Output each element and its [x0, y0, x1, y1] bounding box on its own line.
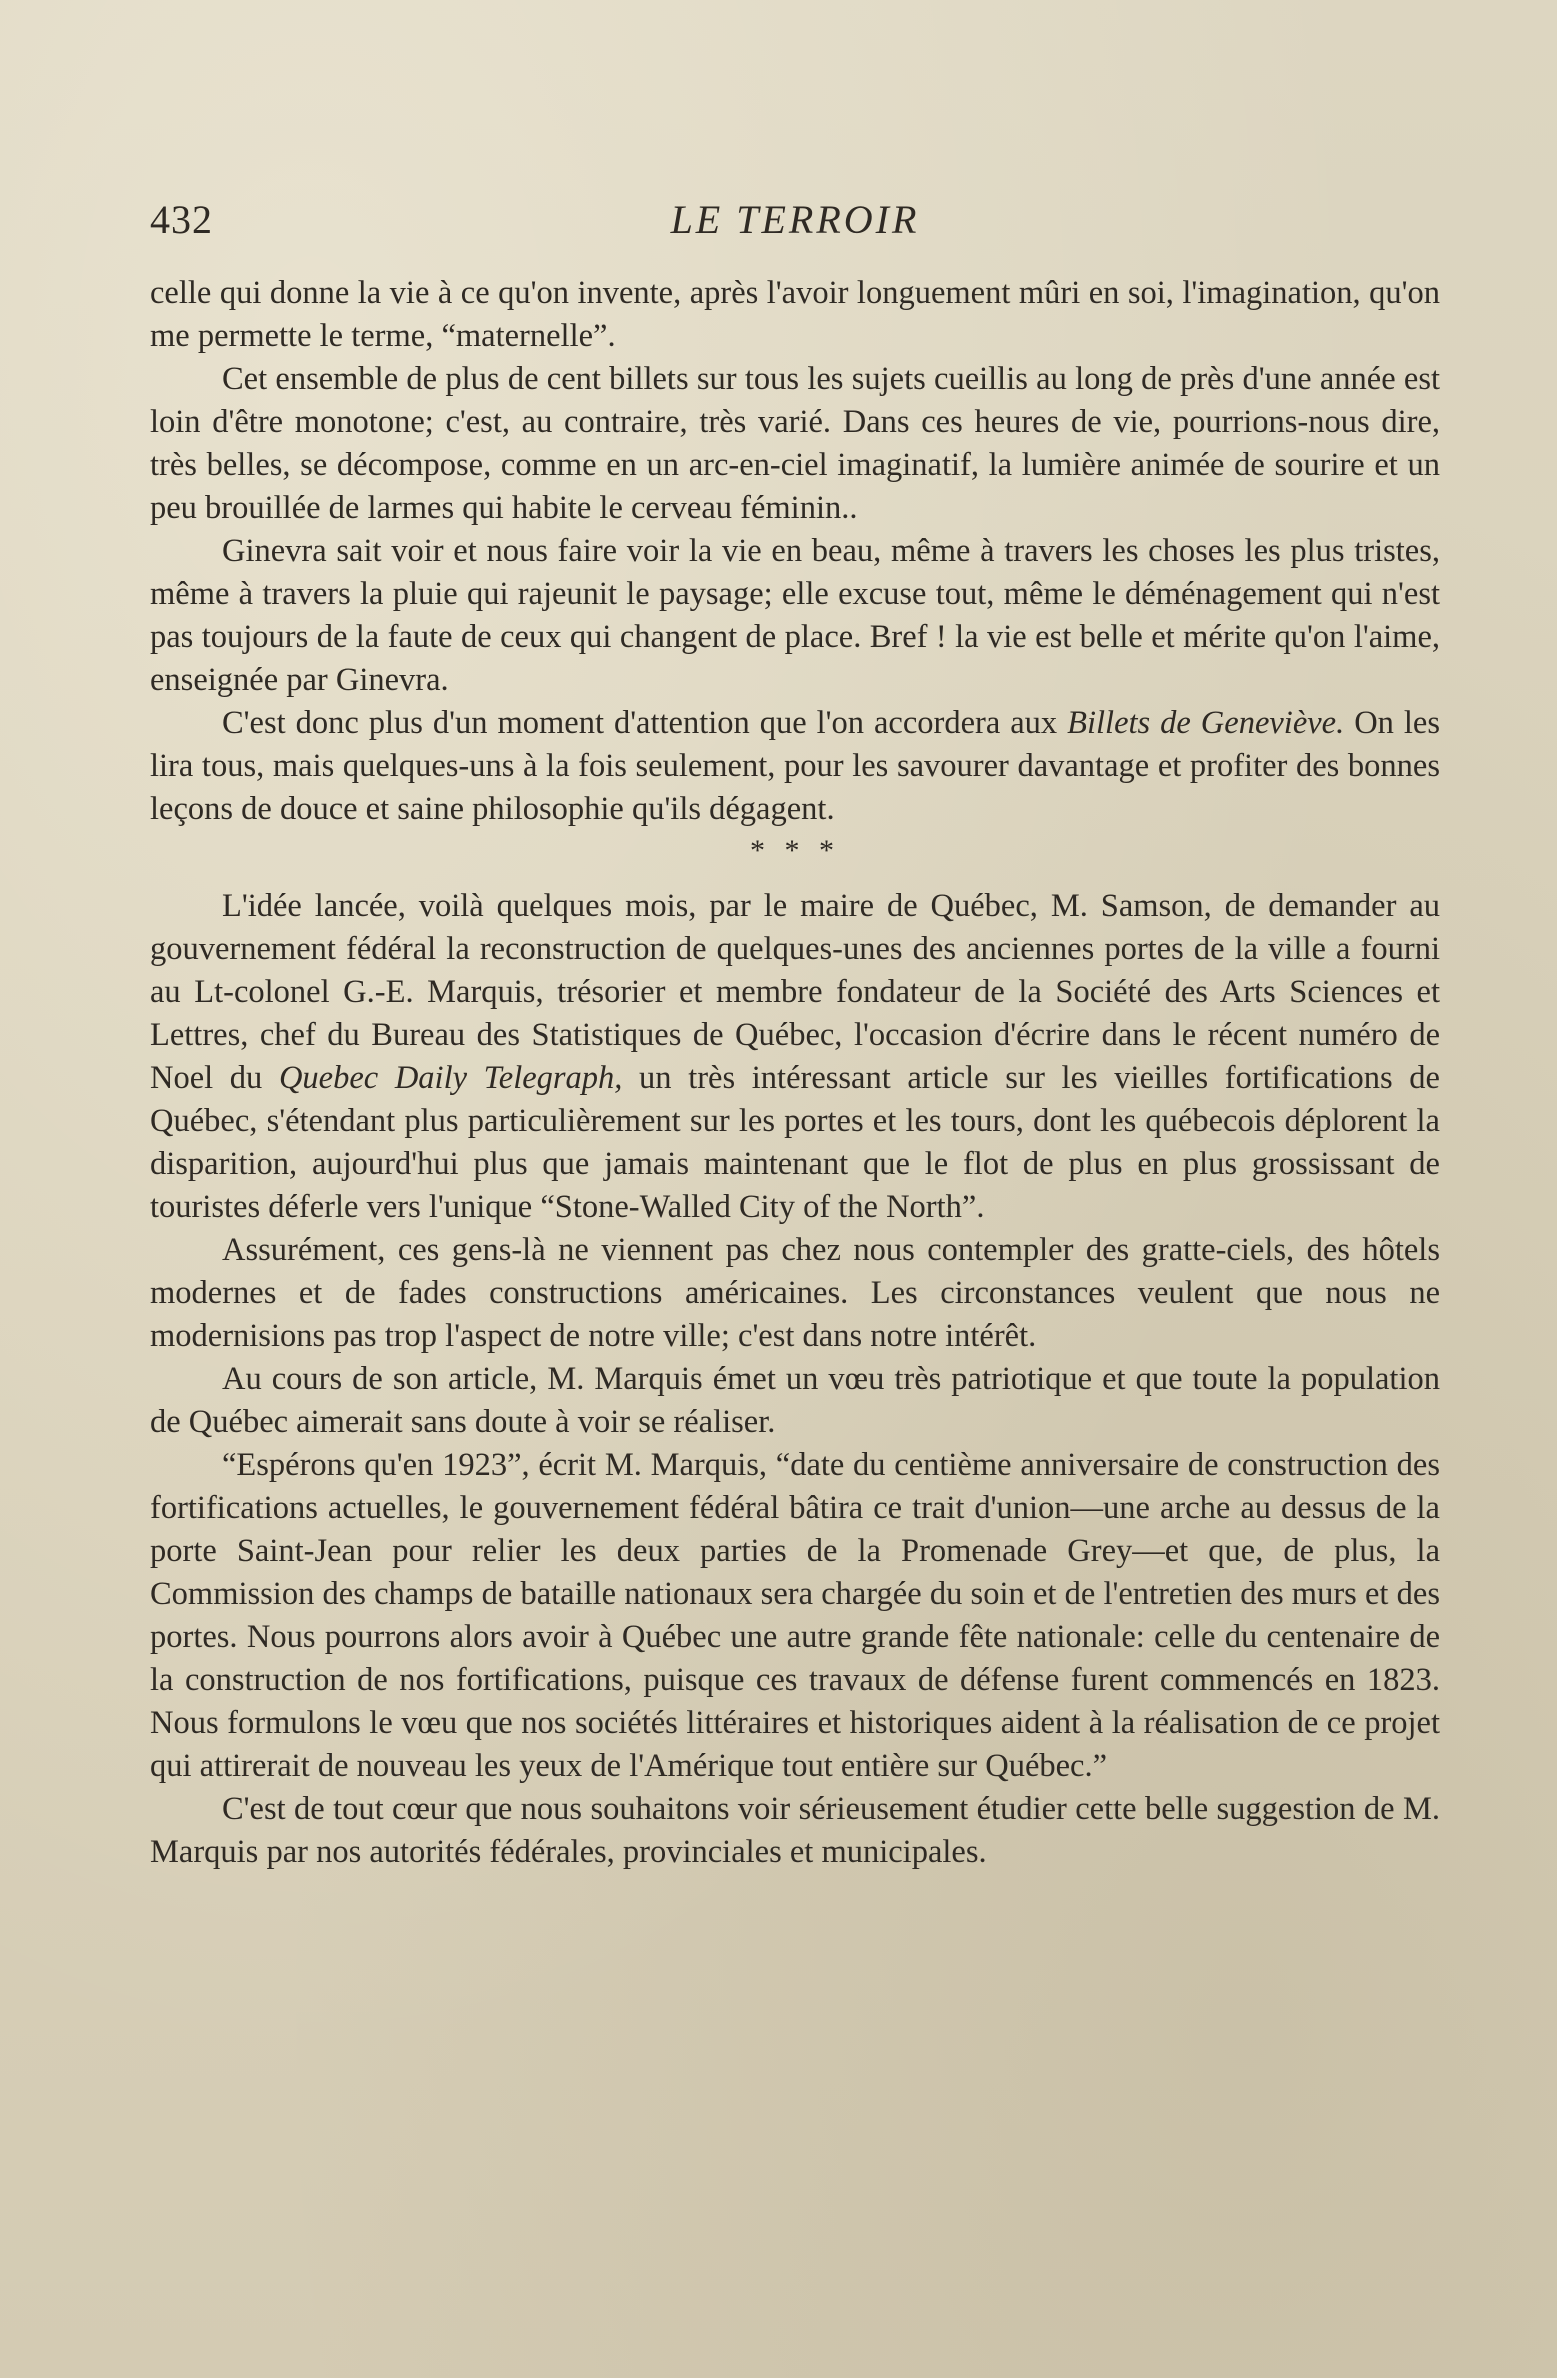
paragraph — [150, 702, 1440, 831]
running-head — [150, 190, 1440, 250]
paragraph-quotation: “Espérons qu'en 1923”, écrit M. Marquis, “date du centième anniversaire de construction des fortifications actuelles, le gouvernement fédéral bâtira ce trait d'union—une arche au dessus de la porte Saint-Jean pour relier les deux parties de la Promenade Grey—et que, de plus, la Commission des champs de bataille nationaux sera chargée du soin et de l'entretien des murs et des portes. Nous pourrons alors avoir à Québec une autre grande fête nationale: celle du centenaire de la construction de nos fortifications, puisque ces travaux de défense furent commencés en 1823. Nous formulons le vœu que nos sociétés littéraires et historiques aident à la réalisation de ce projet qui attirerait de nouveau les yeux de l'Amérique tout entière sur Québec.” — [150, 1447, 1440, 1784]
paragraph: Assurément, ces gens-là ne viennent pas chez nous contempler des gratte-ciels, des hôtels modernes et de fades constructions américaines. Les circonstances veulent que nous ne modernisions pas trop l'aspect de notre ville; c'est dans notre intérêt. — [150, 1232, 1440, 1354]
paragraph: Au cours de son article, M. Marquis émet un vœu très patriotique et que toute la population de Québec aimerait sans doute à voir se réaliser. — [150, 1361, 1440, 1440]
page-number: 432 — [150, 197, 213, 242]
paragraph-continued: celle qui donne la vie à ce qu'on invente, après l'avoir longuement mûri en soi, l'imagination, qu'on me permette le terme, “maternelle”. — [150, 275, 1440, 354]
paragraph: Ginevra sait voir et nous faire voir la vie en beau, même à travers les choses les plus tristes, même à travers la pluie qui rajeunit le paysage; elle excuse tout, même le déménagement qui n'est pas toujours de la faute de ceux qui changent de place. Bref ! la vie est belle et mérite qu'on l'aime, enseignée par Ginevra. — [150, 533, 1440, 698]
newspaper-title: Quebec Daily Telegraph, — [278, 1060, 623, 1096]
book-title: Billets de Geneviève. — [1067, 705, 1345, 741]
paragraph-text: C'est donc plus d'un moment d'attention que l'on accordera aux — [222, 705, 1068, 741]
article-body — [150, 272, 1440, 1874]
journal-title: LE TERROIR — [670, 197, 920, 242]
page — [150, 190, 1440, 1874]
paragraph: C'est de tout cœur que nous souhaitons voir sérieusement étudier cette belle suggestion de M. Marquis par nos autorités fédérales, provinciales et municipales. — [150, 1791, 1440, 1870]
paragraph: Cet ensemble de plus de cent billets sur tous les sujets cueillis au long de près d'une année est loin d'être monotone; c'est, au contraire, très varié. Dans ces heures de vie, pourrions-nous dire, très belles, se décompose, comme en un arc-en-ciel imaginatif, la lumière animée de sourire et un peu brouillée de larmes qui habite le cerveau féminin.. — [150, 361, 1440, 526]
paragraph-text: On les lira tous, mais quelques-uns à la fois seulement, pour les savourer davantage et profiter des bonnes leçons de douce et saine philosophie qu'ils dégagent. — [150, 705, 1440, 827]
paragraph — [150, 885, 1440, 1229]
paragraph-text: un très intéressant article sur les vieilles fortifications de Québec, s'étendant plus particulièrement sur les portes et les tours, dont les québecois déplorent la disparition, aujourd'hui plus que jamais maintenant que le flot de plus en plus grossissant de touristes déferle vers l'unique “Stone-Walled City of the North”. — [150, 1060, 1440, 1225]
section-separator: * * * — [750, 834, 840, 867]
paragraph-text: L'idée lancée, voilà quelques mois, par le maire de Québec, M. Samson, de demander au gouvernement fédéral la reconstruction de quelques-unes des anciennes portes de la ville a fourni au Lt-colonel G.-E. Marquis, trésorier et membre fondateur de la Société des Arts Sciences et Lettres, chef du Bureau des Statistiques de Québec, l'occasion d'écrire dans le récent numéro de Noel du — [150, 888, 1440, 1096]
